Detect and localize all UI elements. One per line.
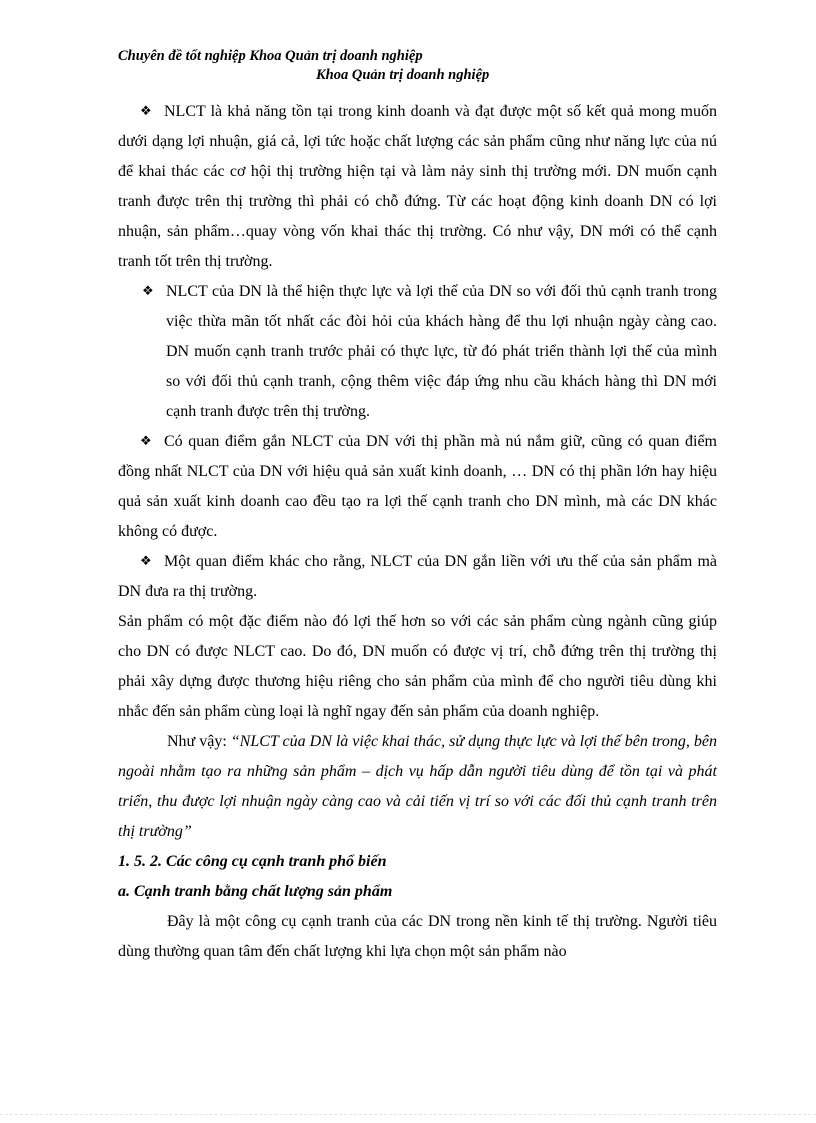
paragraph-text: NLCT là khả năng tồn tại trong kinh doanh và đạt được một số kết quả mong muốn dưới dạng lợi nhuận, giá cả, lợi tức hoặc chất lượng các sản phẩm cũng như năng lực của nú để khai thác các cơ hội thị trường hiện tại và làm nảy sinh thị trường mới. DN muốn cạnh tranh được trên thị trường thì phải có chỗ đứng. Từ các hoạt động kinh doanh DN có lợi nhuận, sản phẩm…quay vòng vốn khai thác thị trường. Có như vậy, DN mới có thể cạnh tranh tốt trên thị trường. <box>118 103 717 270</box>
paragraph-nlct-definition-2 <box>118 277 717 427</box>
paragraph-nlct-definition-1 <box>118 97 717 277</box>
running-header-line-1: Chuyên đề tốt nghiệp Khoa Quản trị doanh nghiệp <box>118 48 423 64</box>
subsection-heading: a. Cạnh tranh bằng chất lượng sản phẩm <box>118 883 393 900</box>
paragraph-product-advantage-view <box>118 547 717 607</box>
conclusion-quote: “NLCT của DN là việc khai thác, sử dụng thực lực và lợi thế bên trong, bên ngoài nhằm tạo ra những sản phẩm – dịch vụ hấp dẫn người tiêu dùng để tồn tại và phát triển, thu được lợi nhuận ngày càng cao và cải tiến vị trí so với các đối thủ cạnh tranh trên thị trường” <box>118 733 718 840</box>
diamond-bullet-icon: ❖ <box>140 553 152 568</box>
document-body <box>118 97 717 967</box>
paragraph-text: Có quan điểm gắn NLCT của DN với thị phần mà nú nắm giữ, cũng có quan điểm đồng nhất NLCT của DN với hiệu quả sản xuất kinh doanh, … DN có thị phần lớn hay hiệu quả sản xuất kinh doanh cao đều tạo ra lợi thế cạnh tranh cho DN mình, mà các DN khác không có được. <box>118 433 717 540</box>
diamond-bullet-icon: ❖ <box>140 433 152 448</box>
paragraph-conclusion <box>118 727 717 847</box>
paragraph-quality-competition: Đây là một công cụ cạnh tranh của các DN trong nền kinh tế thị trường. Người tiêu dùng thường quan tâm đến chất lượng khi lựa chọn một sản phẩm nào <box>118 913 717 960</box>
diamond-bullet-icon: ❖ <box>142 283 154 298</box>
running-header-line-2: Khoa Quản trị doanh nghiệp <box>316 67 490 83</box>
conclusion-lead: Như vậy: <box>167 733 231 750</box>
diamond-bullet-icon: ❖ <box>140 103 152 118</box>
paragraph-text: NLCT của DN là thể hiện thực lực và lợi thế của DN so với đối thủ cạnh tranh trong việc thừa mãn tốt nhất các đòi hỏi của khách hàng để thu lợi nhuận ngày càng cao. DN muốn cạnh tranh trước phải có thực lực, từ đó phát triển thành lợi thế của mình so với đối thủ cạnh tranh, cộng thêm việc đáp ứng nhu cầu khách hàng thì DN mới cạnh tranh được trên thị trường. <box>166 283 717 420</box>
page-bottom-divider <box>0 1114 816 1115</box>
section-heading: 1. 5. 2. Các công cụ cạnh tranh phổ biến <box>118 853 387 870</box>
paragraph-market-share-view <box>118 427 717 547</box>
paragraph-product-feature: Sản phẩm có một đặc điểm nào đó lợi thế hơn so với các sản phẩm cùng ngành cũng giúp cho DN có được NLCT cao. Do đó, DN muốn có được vị trí, chỗ đứng trên thị trường thị phải xây dựng được thương hiệu riêng cho sản phẩm của mình để cho người tiêu dùng khi nhắc đến sản phẩm cùng loại là nghĩ ngay đến sản phẩm của doanh nghiệp. <box>118 613 717 720</box>
paragraph-text: Một quan điểm khác cho rằng, NLCT của DN gắn liền với ưu thế của sản phẩm mà DN đưa ra thị trường. <box>118 553 717 600</box>
